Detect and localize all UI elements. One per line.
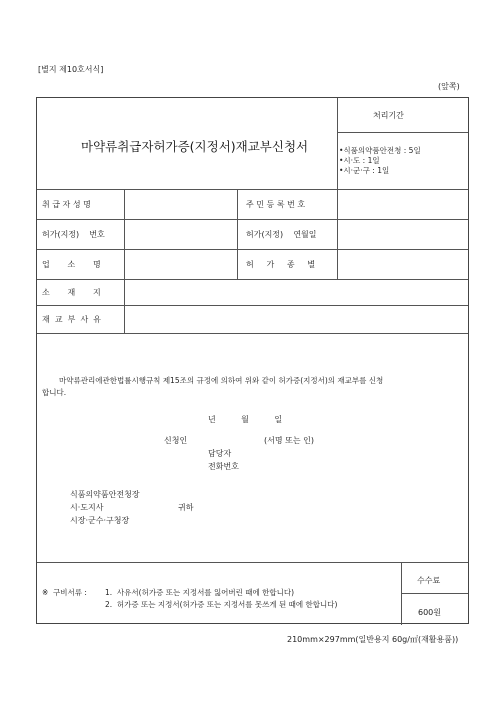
license-type-label: 허 가 종 별 xyxy=(246,260,316,269)
recipient-label: 시장·군수·구청장 xyxy=(70,516,130,525)
staff-label: 담당자 xyxy=(208,449,232,458)
processing-line: •식품의약품안전청 : 5일 xyxy=(339,146,421,155)
processing-heading: 처리기간 xyxy=(373,111,404,120)
business-name-label: 업 소 명 xyxy=(42,260,101,269)
col-divider xyxy=(237,189,238,279)
processing-divider xyxy=(337,132,468,133)
row-divider xyxy=(37,333,468,334)
page-side-label: (앞쪽) xyxy=(438,82,460,91)
resident-number-label: 주 민 등 록 번 호 xyxy=(246,200,306,209)
col-divider xyxy=(401,562,402,625)
statement-line: 마약류관리에관한법률시행규칙 제15조의 규정에 의하여 위와 같이 허가증(지정서)의 재교부를 신청 xyxy=(59,376,384,385)
location-label: 소 재 지 xyxy=(42,288,101,297)
license-date-label: 허가(지정) 연월일 xyxy=(246,230,317,239)
signature-label: (서명 또는 인) xyxy=(264,436,314,445)
row-divider xyxy=(37,279,468,280)
phone-label: 전화번호 xyxy=(208,462,239,471)
col-divider xyxy=(337,98,338,279)
applicant-label: 신청인 xyxy=(164,436,188,445)
statement-line: 합니다. xyxy=(42,388,67,397)
handler-name-label: 취 급 자 성 명 xyxy=(42,200,91,209)
required-doc-item: 2. 허가증 또는 지정서(허가증 또는 지정서를 못쓰게 된 때에 한합니다) xyxy=(105,600,338,609)
recipient-label: 시·도지사 xyxy=(70,503,104,512)
application-form xyxy=(36,97,469,624)
form-title: 마약류취급자허가증(지정서)재교부신청서 xyxy=(81,139,309,154)
license-number-label: 허가(지정) 번호 xyxy=(42,230,105,239)
fee-value: 600원 xyxy=(418,608,441,617)
reason-label: 재 교 부 사 유 xyxy=(42,315,101,324)
form-number: [별지 제10호서식] xyxy=(38,65,104,74)
col-divider xyxy=(124,189,125,333)
required-doc-item: 1. 사유서(허가증 또는 지정서를 잃어버린 때에 한합니다) xyxy=(105,588,295,597)
required-docs-label: ※ 구비서류 : xyxy=(42,588,87,597)
row-divider xyxy=(37,305,468,306)
row-divider xyxy=(37,189,468,190)
date-line: 년 월 일 xyxy=(208,415,283,424)
row-divider xyxy=(37,249,468,250)
recipient-label: 식품의약품안전청장 xyxy=(70,490,140,499)
honorific-label: 귀하 xyxy=(178,503,194,512)
processing-line: •시·군·구 : 1일 xyxy=(339,166,390,175)
fee-label: 수수료 xyxy=(417,576,441,585)
row-divider xyxy=(37,219,468,220)
row-divider xyxy=(37,562,468,563)
processing-line: •시·도 : 1일 xyxy=(339,156,380,165)
fee-divider xyxy=(401,593,468,594)
paper-spec: 210mm×297mm(일반용지 60g/㎡(재활용품)) xyxy=(287,635,459,644)
